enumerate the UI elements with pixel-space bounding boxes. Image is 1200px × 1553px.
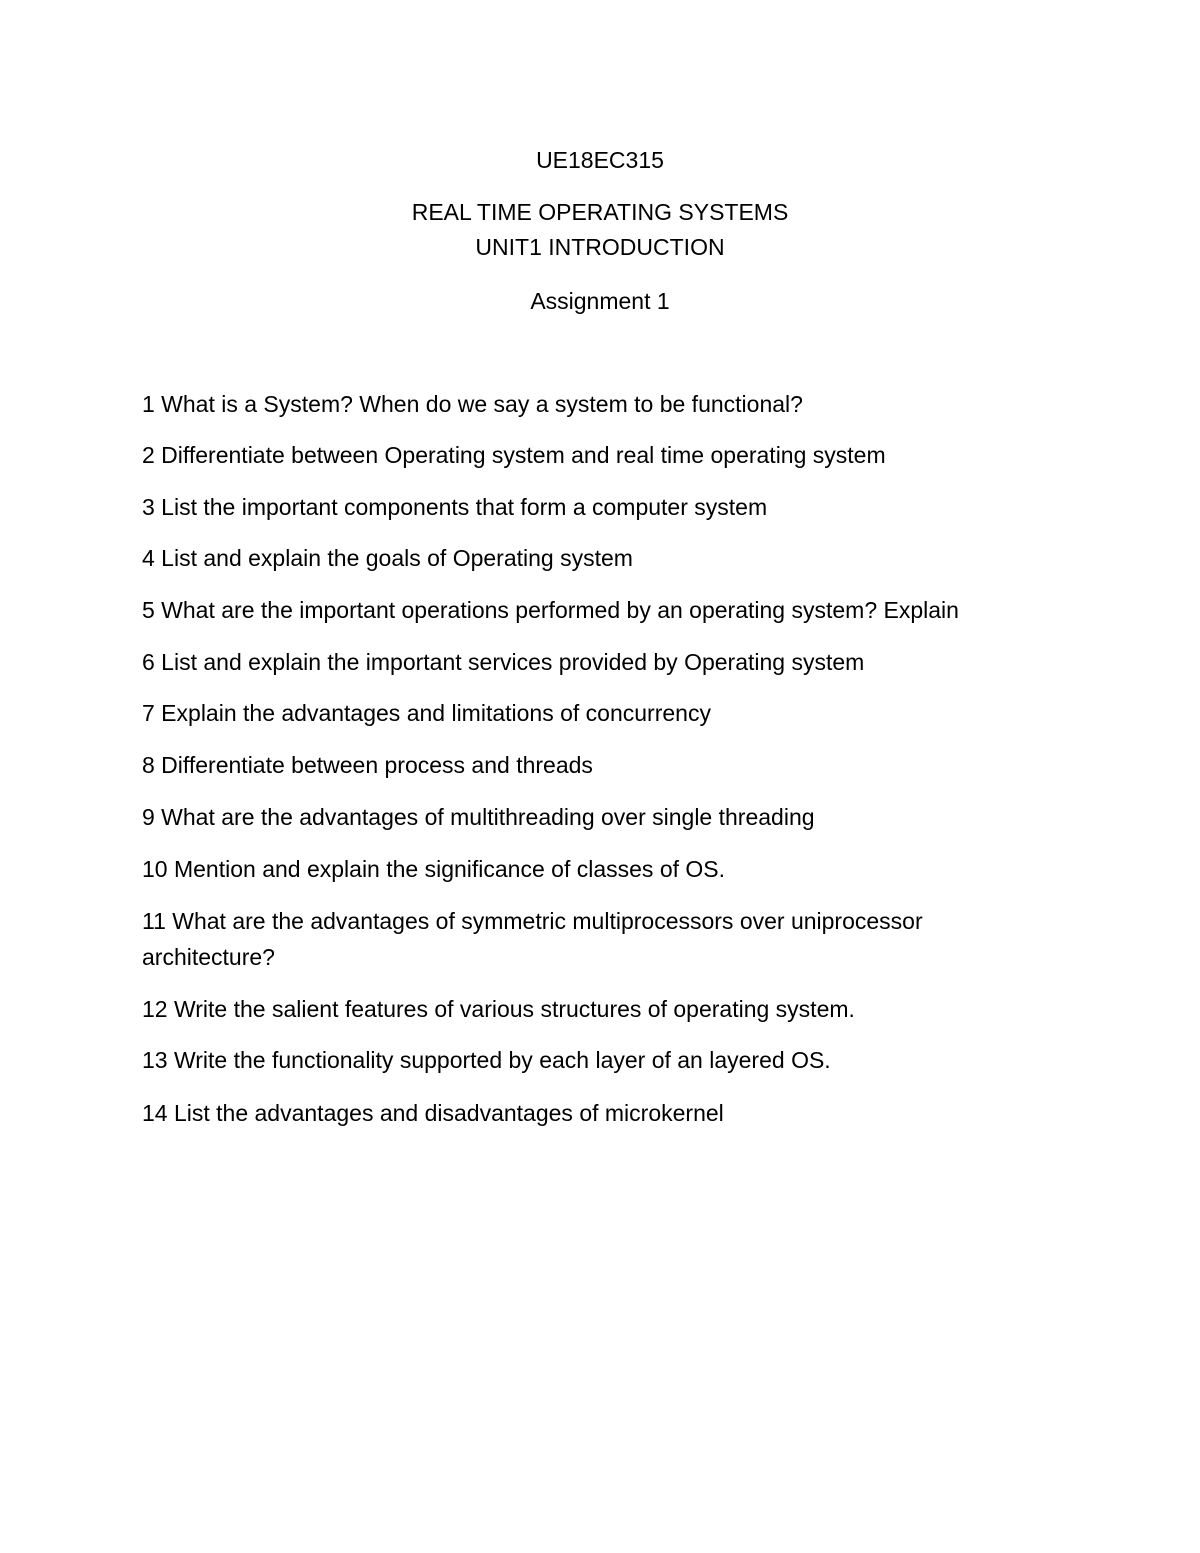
unit-title: UNIT1 INTRODUCTION [475,234,725,260]
question-item: 2 Differentiate between Operating system and real time operating system [142,442,886,468]
question-item: 10 Mention and explain the significance of classes of OS. [142,856,726,882]
question-item: 6 List and explain the important services provided by Operating system [142,649,865,675]
question-item: 1 What is a System? When do we say a system to be functional? [142,391,803,417]
question-item: 9 What are the advantages of multithreading over single threading [142,804,815,830]
question-item: 4 List and explain the goals of Operating system [142,545,633,571]
course-title: REAL TIME OPERATING SYSTEMS [411,199,789,225]
question-item: 12 Write the salient features of various structures of operating system. [142,996,855,1022]
question-item: 7 Explain the advantages and limitations of concurrency [142,700,711,726]
question-item: 3 List the important components that form a computer system [142,494,768,520]
question-item: 13 Write the functionality supported by each layer of an layered OS. [142,1047,831,1073]
question-item: 5 What are the important operations performed by an operating system? Explain [142,597,959,623]
question-item: 11 What are the advantages of symmetric multiprocessors over uniprocessor architecture? [142,908,923,970]
question-item: 14 List the advantages and disadvantages of microkernel [142,1100,724,1126]
assignment-title: Assignment 1 [530,288,670,314]
course-code: UE18EC315 [536,147,664,173]
question-item: 8 Differentiate between process and threads [142,752,593,778]
